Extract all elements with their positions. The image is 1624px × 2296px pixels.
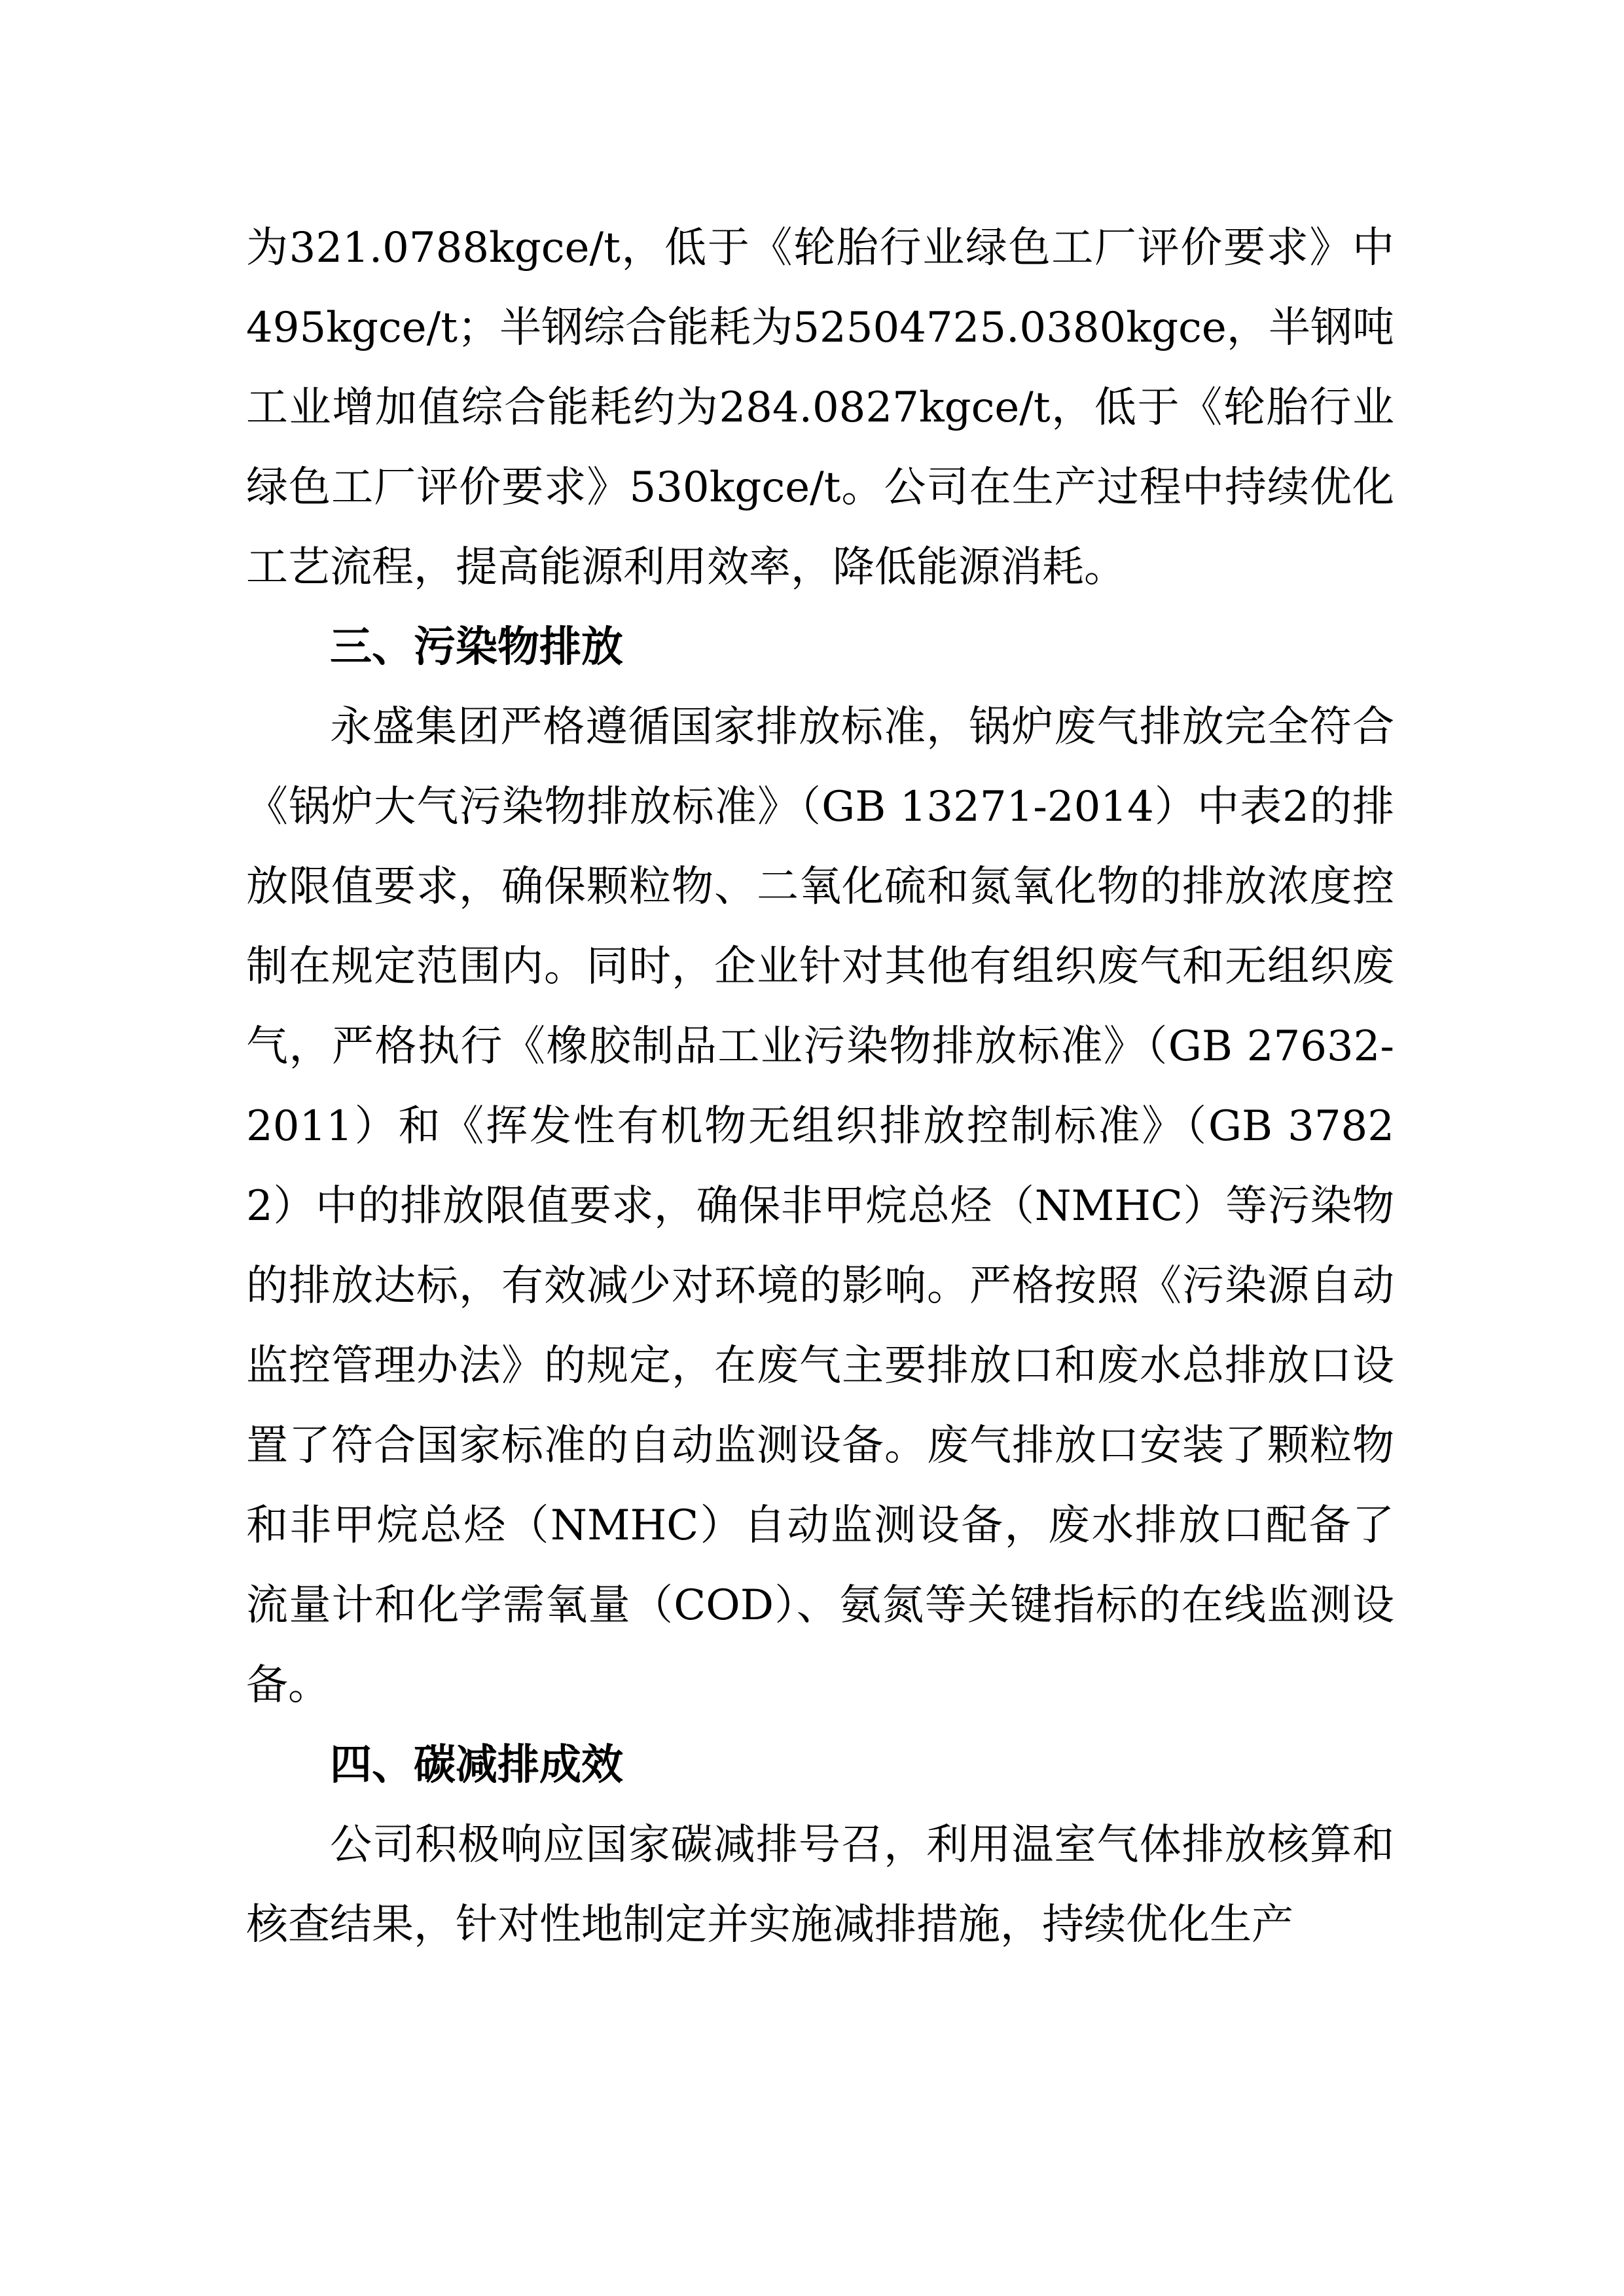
paragraph-carbon-reduction: 公司积极响应国家碳减排号召，利用温室气体排放核算和核查结果，针对性地制定并实施减排措施，持续优化生产 [246,1821,1394,1949]
document-body [246,208,1394,1965]
paragraph-pollutant-emission: 永盛集团严格遵循国家排放标准，锅炉废气排放完全符合《锅炉大气污染物排放标准》（GB 13271-2014）中表2的排放限值要求，确保颗粒物、二氧化硫和氮氧化物的排放浓度控制在规定范围内。同时，企业针对其他有组织废气和无组织废气，严格执行《橡胶制品工业污染物排放标准》（GB 27632-2011）和《挥发性有机物无组织排放控制标准》（GB 37822）中的排放限值要求，确保非甲烷总烃（NMHC）等污染物的排放达标，有效减少对环境的影响。严格按照《污染源自动监控管理办法》的规定，在废气主要排放口和废水总排放口设置了符合国家标准的自动监测设备。废气排放口安装了颗粒物和非甲烷总烃（NMHC）自动监测设备，废水排放口配备了流量计和化学需氧量（COD）、氨氮等关键指标的在线监测设备。 [246,703,1394,1710]
paragraph-energy-consumption: 为321.0788kgce/t，低于《轮胎行业绿色工厂评价要求》中495kgce/t；半钢综合能耗为52504725.0380kgce，半钢吨工业增加值综合能耗约为284.0827kgce/t，低于《轮胎行业绿色工厂评价要求》530kgce/t。公司在生产过程中持续优化工艺流程，提高能源利用效率，降低能源消耗。 [246,224,1394,592]
section-heading-pollutant-emission: 三、污染物排放 [330,623,623,672]
section-heading-carbon-reduction: 四、碳减排成效 [330,1741,623,1789]
